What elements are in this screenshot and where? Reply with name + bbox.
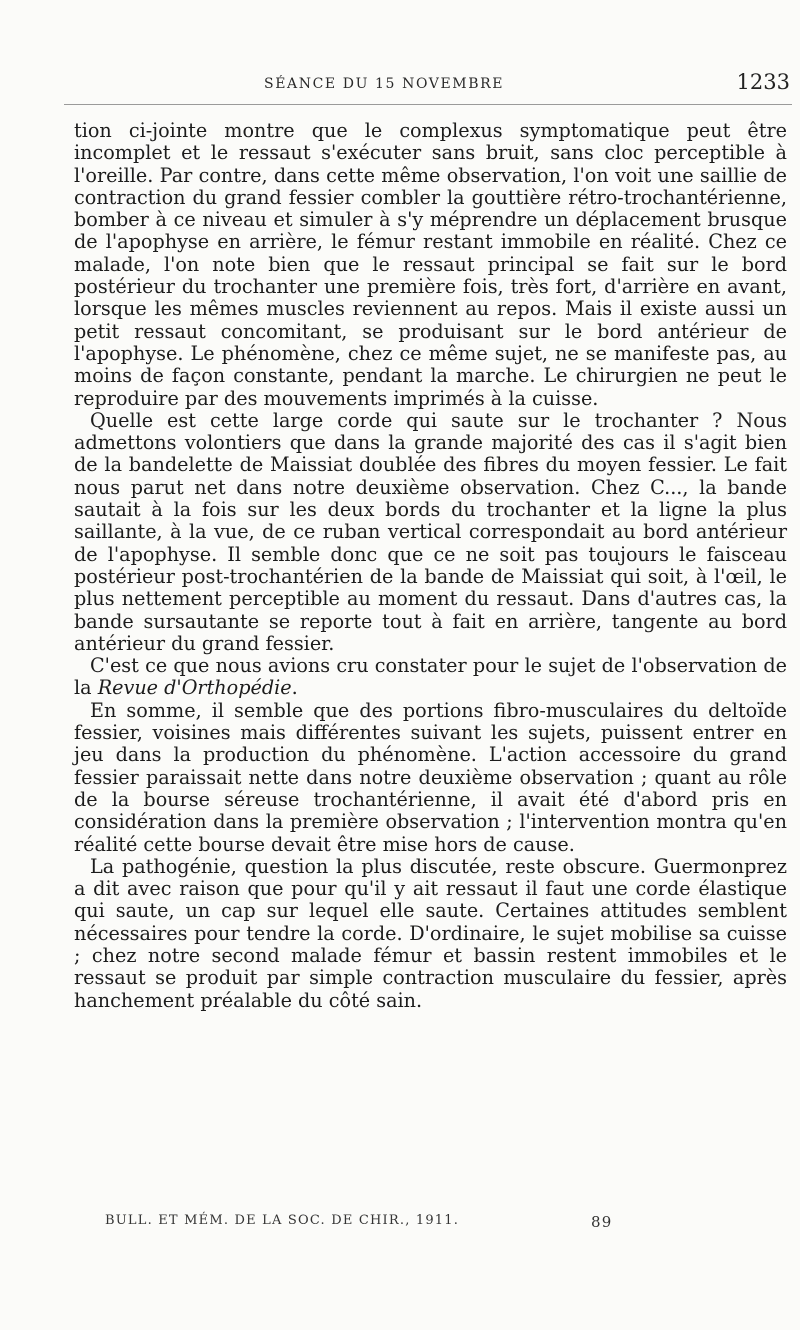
body-text: [74, 120, 787, 1012]
page-number: 1233: [736, 70, 790, 94]
header-rule: [64, 104, 792, 105]
signature-mark: 89: [591, 1213, 613, 1231]
running-title: SÉANCE DU 15 NOVEMBRE: [264, 76, 505, 92]
paragraph-5: La pathogénie, question la plus discutée, reste obscure. Guermonprez a dit avec raison que pour qu'il y ait ressaut il faut une corde élastique qui saute, un cap sur lequel elle saute. Certaines attitudes semblent nécessaires pour tendre la corde. D'ordinaire, le sujet mobilise sa cuisse ; chez notre second malade fémur et bassin restent immobiles et le ressaut se produit par simple contraction musculaire du fessier, après hanchement préalable du côté sain.: [74, 854, 787, 1012]
journal-citation: BULL. ET MÉM. DE LA SOC. DE CHIR., 1911.: [105, 1213, 460, 1228]
paragraph-1: tion ci-jointe montre que le complexus symptomatique peut être incomplet et le ressaut s'exécuter sans bruit, sans cloc perceptible à l'oreille. Par contre, dans cette même observation, l'on voit une saillie de contraction du grand fessier combler la gouttière rétro-trochantérienne, bomber à ce niveau et simuler à s'y méprendre un déplacement brusque de l'apophyse en arrière, le fémur restant immobile en réalité. Chez ce malade, l'on note bien que le ressaut principal se fait sur le bord postérieur du trochanter une première fois, très fort, d'arrière en avant, lorsque les mêmes muscles reviennent au repos. Mais il existe aussi un petit ressaut concomitant, se produisant sur le bord antérieur de l'apophyse. Le phénomène, chez ce même sujet, ne se manifeste pas, au moins de façon constante, pendant la marche. Le chirurgien ne peut le reproduire par des mouvements imprimés à la cuisse.: [74, 119, 787, 410]
paragraph-3: [74, 655, 787, 700]
paragraph-3-end: .: [291, 676, 298, 700]
paragraph-2: Quelle est cette large corde qui saute sur le trochanter ? Nous admettons volontiers que dans la grande majorité des cas il s'agit bien de la bandelette de Maissiat doublée des fibres du moyen fessier. Le fait nous parut net dans notre deuxième observation. Chez C..., la bande sautait à la fois sur les deux bords du trochanter et la ligne la plus saillante, à la vue, de ce ruban vertical correspondait au bord antérieur de l'apophyse. Il semble donc que ce ne soit pas toujours le faisceau postérieur post-trochantérien de la bande de Maissiat qui soit, à l'œil, le plus nettement perceptible au moment du ressaut. Dans d'autres cas, la bande sursautante se reporte tout à fait en arrière, tangente au bord antérieur du grand fessier.: [74, 408, 787, 655]
paragraph-3-text: C'est ce que nous avions cru constater pour le sujet de l'observation de la: [74, 654, 787, 700]
journal-title: Revue d'Orthopédie: [97, 676, 292, 700]
page-footer: [105, 1213, 625, 1235]
paragraph-4: En somme, il semble que des portions fibro-musculaires du deltoïde fessier, voisines mais différentes suivant les sujets, puissent entrer en jeu dans la production du phénomène. L'action accessoire du grand fessier paraissait nette dans notre deuxième observation ; quant au rôle de la bourse séreuse trochantérienne, il avait été d'abord pris en considération dans la première observation ; l'intervention montra qu'en réalité cette bourse devait être mise hors de cause.: [74, 698, 787, 856]
page-header: [74, 70, 794, 96]
